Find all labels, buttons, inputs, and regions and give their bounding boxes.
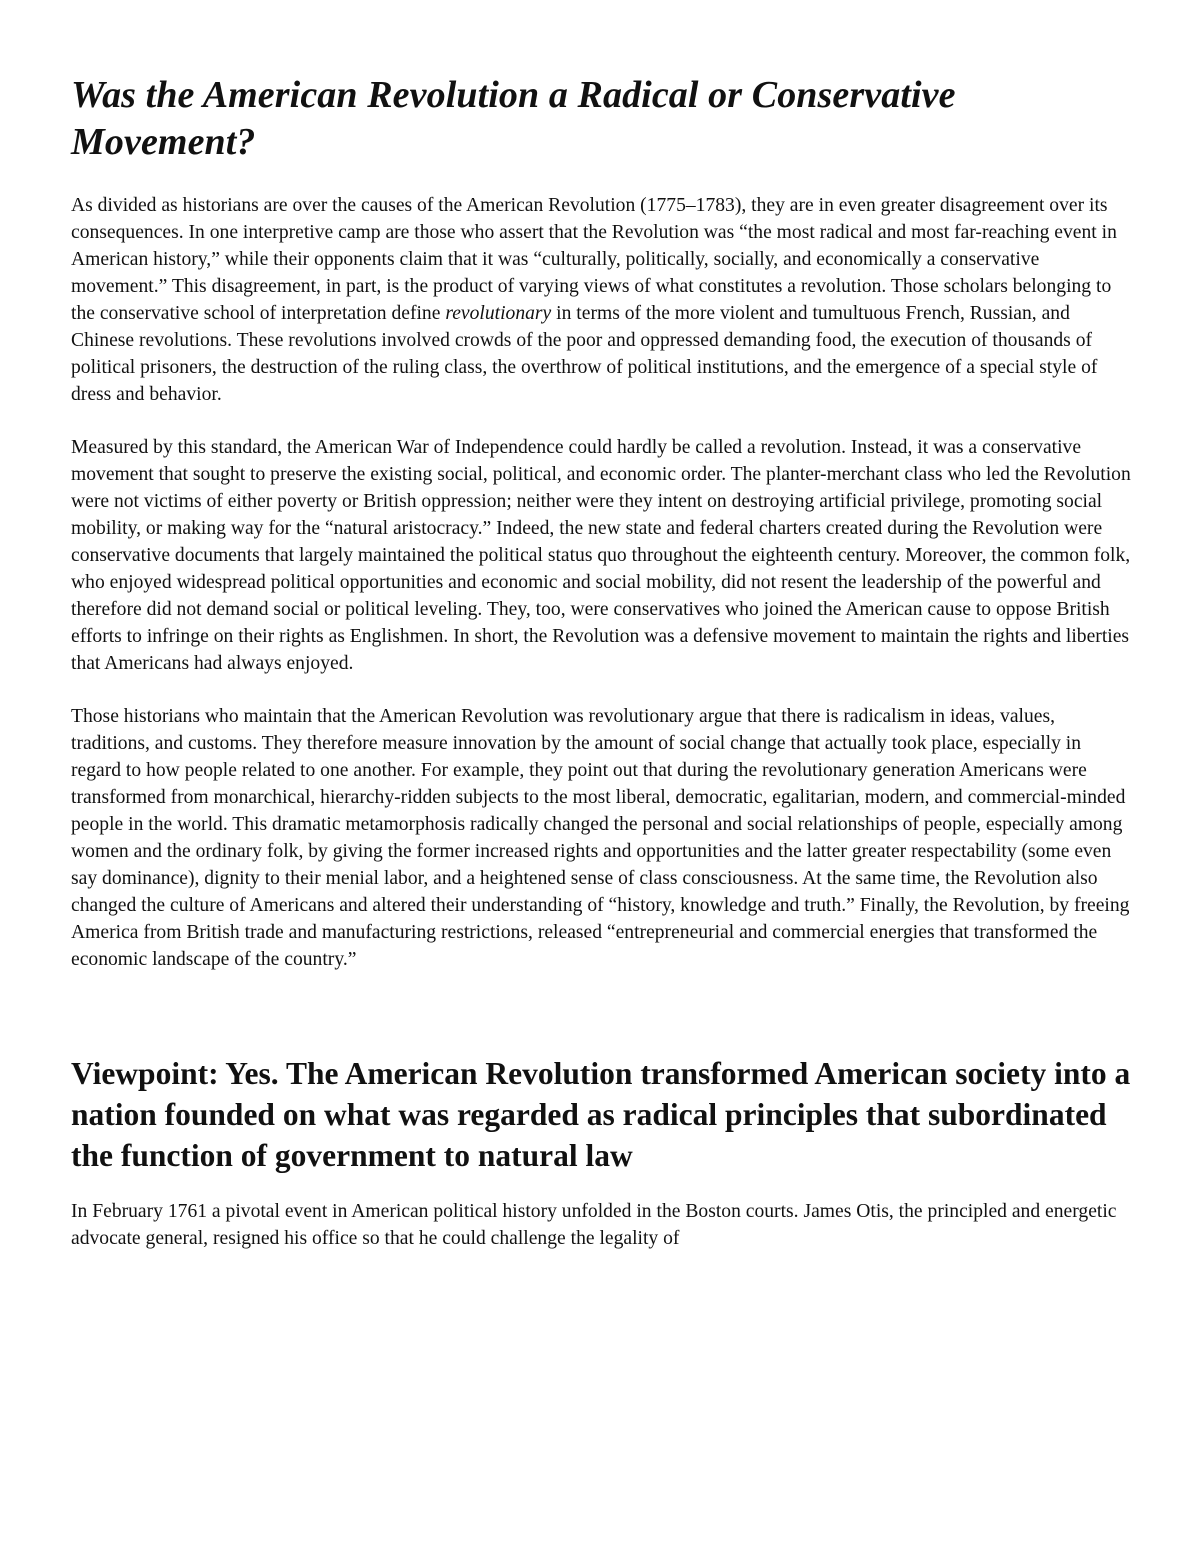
intro-paragraph-2: Measured by this standard, the American War of Independence could hardly be called a revolution. Instead, it was a conservative movement that sought to preserve the existing social, political, and economic order. The planter-merchant class who led the Revolution were not victims of either poverty or British oppression; neither were they intent on destroying artificial privilege, promoting social mobility, or making way for the “natural aristocracy.” Indeed, the new state and federal charters created during the Revolution were conservative documents that largely maintained the political status quo throughout the eighteenth century. Moreover, the common folk, who enjoyed widespread political opportunities and economic and social mobility, did not resent the leadership of the powerful and therefore did not demand social or political leveling. They, too, were conservatives who joined the American cause to oppose British efforts to infringe on their rights as Englishmen. In short, the Revolution was a defensive movement to maintain the rights and liberties that Americans had always enjoyed. [71,437,1131,674]
emphasized-term: revolutionary [445,303,552,324]
document-title: Was the American Revolution a Radical or Conservative Movement? [71,74,956,163]
intro-paragraph-1-text-b: in terms of the more violent and tumultuous French, Russian, and Chinese revolutions. These revolutions involved crowds of the poor and oppressed demanding food, the execution of thousands of political prisoners, the destruction of the ruling class, the overthrow of political institutions, and the emergence of a special style of dress and behavior. [71,303,1098,405]
document-page [71,72,1133,1278]
viewpoint-paragraph-1: In February 1761 a pivotal event in American political history unfolded in the Boston courts. James Otis, the principled and energetic advocate general, resigned his office so that he could challenge the legality of [71,1201,1117,1249]
viewpoint-heading: Viewpoint: Yes. The American Revolution transformed American society into a nation founded on what was regarded as radical principles that subordinated the function of government to natural law [71,1056,1131,1173]
intro-paragraph-3: Those historians who maintain that the American Revolution was revolutionary argue that there is radicalism in ideas, values, traditions, and customs. They therefore measure innovation by the amount of social change that actually took place, especially in regard to how people related to one another. For example, they point out that during the revolutionary generation Americans were transformed from monarchical, hierarchy-ridden subjects to the most liberal, democratic, egalitarian, modern, and commercial-minded people in the world. This dramatic metamorphosis radically changed the personal and social relationships of people, especially among women and the ordinary folk, by giving the former increased rights and opportunities and the latter greater respectability (some even say dominance), dignity to their menial labor, and a heightened sense of class consciousness. At the same time, the Revolution also changed the culture of Americans and altered their understanding of “history, knowledge and truth.” Finally, the Revolution, by freeing America from British trade and manufacturing restrictions, released “entrepreneurial and commercial energies that transformed the economic landscape of the country.” [71,706,1130,970]
intro-paragraph-1 [71,192,1133,408]
intro-paragraph-1-text-a: As divided as historians are over the causes of the American Revolution (1775–1783), they are in even greater disagreement over its consequences. In one interpretive camp are those who assert that the Revolution was “the most radical and most far-reaching event in American history,” while their opponents claim that it was “culturally, politically, socially, and economically a conservative movement.” This disagreement, in part, is the product of varying views of what constitutes a revolution. Those scholars belonging to the conservative school of interpretation define [71,195,1117,324]
